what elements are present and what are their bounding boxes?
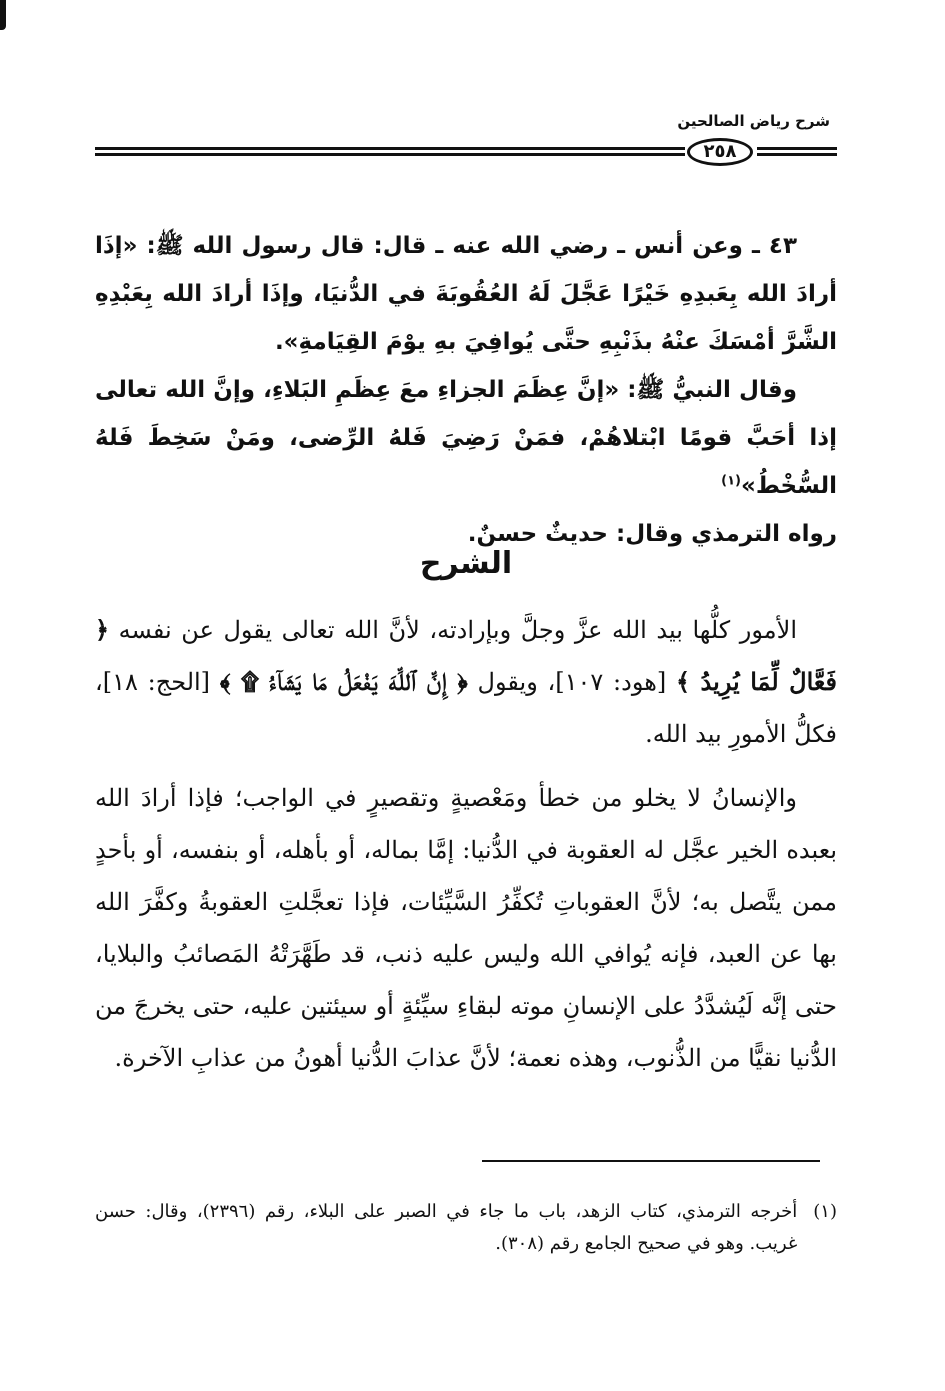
hadith-block xyxy=(95,222,837,558)
binding-mark xyxy=(0,0,6,30)
footnote-reference: (١) xyxy=(721,473,741,489)
footnote-marker: (١) xyxy=(813,1201,837,1222)
header-rule xyxy=(95,138,837,168)
running-title: شرح رياض الصالحين xyxy=(677,112,830,130)
commentary-text: فكلُّ الأمورِ بيد الله. xyxy=(645,720,837,748)
section-title: الشرح xyxy=(419,546,513,581)
hadith-paragraph xyxy=(95,222,837,366)
footnote-separator xyxy=(482,1160,820,1162)
commentary-text: الأمور كلُّها بيد الله عزَّ وجلَّ وبإرادته، لأنَّ الله تعالى يقول عن نفسه xyxy=(118,616,798,644)
commentary-paragraph xyxy=(95,604,837,760)
header-rule-line xyxy=(757,153,837,156)
quran-verse: ﴿ إِنَّ ٱللَّهَ يَفْعَلُ مَا يَشَآءُ ۩ ﴾ xyxy=(219,667,468,696)
hadith-text: ٤٣ ـ وعن أنس ـ رضي الله عنه ـ قال: قال رسول الله ﷺ: «إذَا أرادَ الله بِعَبدِهِ خَيْرًا عَجَّلَ لَهُ العُقُوبَةَ في الدُّنيَا، وإذَا أرادَ الله بِعَبْدِهِ الشَّرَّ أمْسَكَ عنْهُ بذَنْبِهِ حتَّى يُوافِيَ بهِ يوْمَ القِيَامةِ». xyxy=(95,233,837,355)
hadith-source-text: رواه الترمذي وقال: حديثٌ حسنٌ. xyxy=(467,521,837,547)
page-number: ٢٥٨ xyxy=(687,138,753,166)
header-rule-line xyxy=(95,153,685,156)
verse-reference: [الحج: ١٨]، xyxy=(95,668,211,696)
hadith-paragraph xyxy=(95,366,837,510)
commentary-block xyxy=(95,604,837,1084)
verse-reference: [هود: ١٠٧]، ويقول xyxy=(477,668,667,696)
quran-verse: ﴿ فَعَّالٌ لِّمَا يُرِيدُ ﴾ xyxy=(95,615,837,696)
commentary-text: والإنسانُ لا يخلو من خطأ ومَعْصيةٍ وتقصيرٍ في الواجب؛ فإذا أرادَ الله بعبده الخير عجَّل له العقوبة في الدُّنيا: إمَّا بماله، أو بأهله، أو بنفسه، أو بأحدٍ ممن يتَّصل به؛ لأنَّ العقوباتِ تُكفِّرُ السَّيِّئات، فإذا تعجَّلتِ العقوبةُ وكفَّرَ الله بها عن العبد، فإنه يُوافي الله وليس عليه ذنب، قد طَهَّرَتْهُ المَصائبُ والبلايا، حتى إنَّه لَيُشدَّدُ على الإنسانِ موته لبقاءِ سيِّئةٍ أو سيئتين عليه، حتى يخرجَ من الدُّنيا نقيًّا من الذُّنوب، وهذه نعمة؛ لأنَّ عذابَ الدُّنيا أهونُ من عذابِ الآخرة. xyxy=(95,784,837,1072)
hadith-text: وقال النبيُّ ﷺ: «إنَّ عِظَمَ الجزاءِ معَ عِظَمِ البَلاءِ، وإنَّ الله تعالى إذا أحَبَّ قومًا ابْتلاهُمْ، فمَنْ رَضِيَ فَلهُ الرِّضى، ومَنْ سَخِطَ فَلهُ السُّخْطُ» xyxy=(95,377,837,499)
header-rule-line xyxy=(757,147,837,150)
footnote-text: أخرجه الترمذي، كتاب الزهد، باب ما جاء في الصبر على البلاء، رقم (٢٣٩٦)، وقال: حسن غريب. وهو في صحيح الجامع رقم (٣٠٨). xyxy=(95,1201,798,1254)
footnote xyxy=(95,1196,837,1260)
header-rule-line xyxy=(95,147,685,150)
commentary-paragraph xyxy=(95,772,837,1084)
